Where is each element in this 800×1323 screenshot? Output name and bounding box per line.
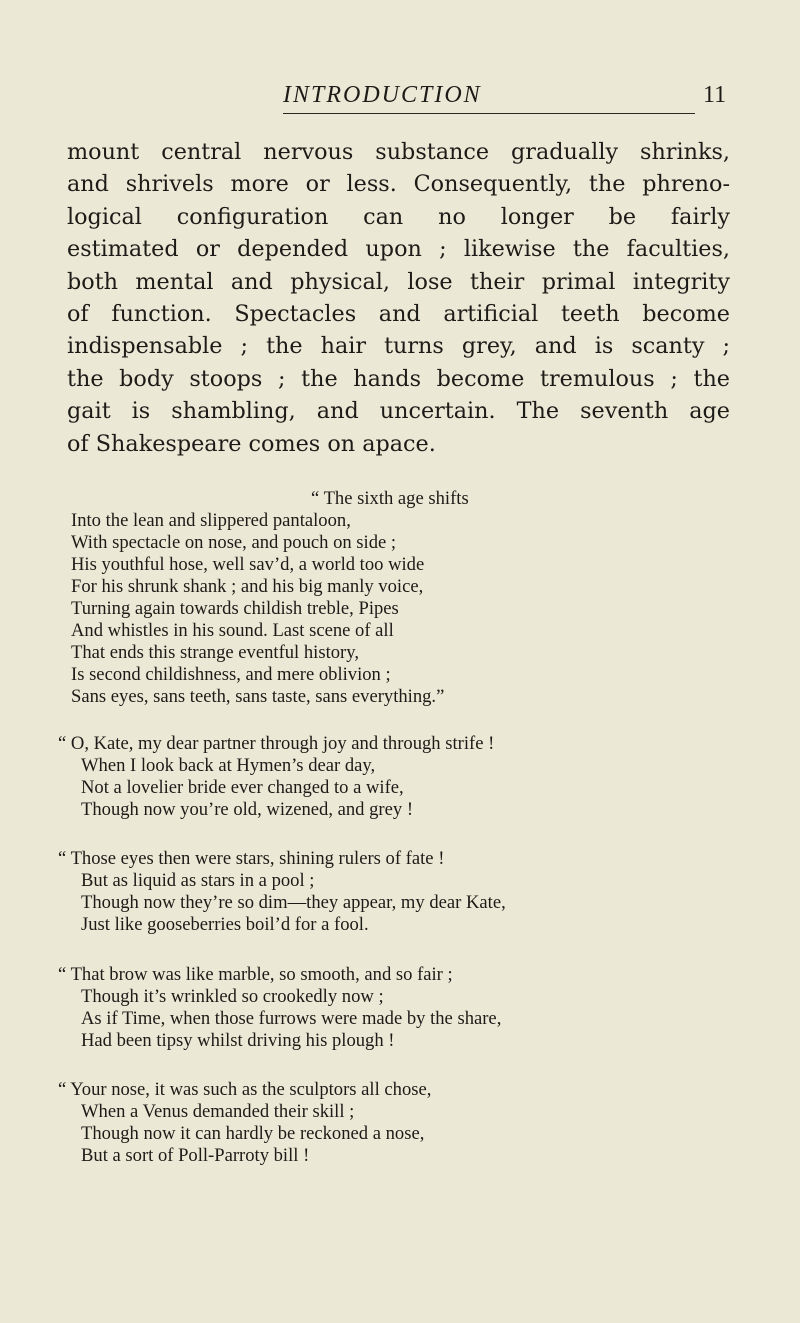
stanza-line: But as liquid as stars in a pool ; (81, 870, 315, 891)
quote-line: For his shrunk shank ; and his big manly voice, (71, 576, 424, 597)
prose-line: mount central nervous substance gradually shrinks, (67, 139, 730, 165)
shakespeare-quote (71, 488, 751, 708)
stanza-line: Had been tipsy whilst driving his plough ! (81, 1030, 395, 1051)
stanza-line: When I look back at Hymen’s dear day, (81, 755, 376, 776)
stanza-line: Not a lovelier bride ever changed to a wife, (81, 777, 404, 798)
quote-line: With spectacle on nose, and pouch on side ; (71, 532, 397, 553)
prose-line: of Shakespeare comes on apace. (67, 430, 436, 457)
poem-stanza (58, 848, 758, 936)
prose-line: estimated or depended upon ; likewise the faculties, (67, 236, 730, 263)
header-rule (283, 113, 695, 114)
stanza-line: “ Your nose, it was such as the sculptors all chose, (58, 1079, 432, 1100)
prose-line: of function. Spectacles and artificial teeth become (67, 300, 730, 327)
stanza-line: As if Time, when those furrows were made by the share, (81, 1008, 502, 1029)
stanza-line: When a Venus demanded their skill ; (81, 1101, 355, 1122)
stanza-line: “ That brow was like marble, so smooth, and so fair ; (58, 964, 453, 985)
prose-line: the body stoops ; the hands become tremulous ; the (67, 365, 730, 392)
prose-paragraph (67, 136, 730, 460)
running-head (0, 76, 800, 116)
poem-stanza (58, 733, 758, 821)
stanza-line: “ Those eyes then were stars, shining rulers of fate ! (58, 848, 445, 869)
stanza-line: Though now it can hardly be reckoned a nose, (81, 1123, 425, 1144)
poem-stanza (58, 964, 758, 1052)
stanza-line: Just like gooseberries boil’d for a fool. (81, 914, 369, 935)
quote-line: And whistles in his sound. Last scene of all (71, 620, 394, 641)
quote-line: His youthful hose, well sav’d, a world too wide (71, 554, 425, 575)
prose-line: and shrivels more or less. Consequently, the phreno- (67, 171, 730, 198)
running-title: INTRODUCTION (283, 82, 482, 108)
quote-line: Turning again towards childish treble, Pipes (71, 598, 399, 619)
quote-line: “ The sixth age shifts (311, 488, 469, 509)
prose-line: logical configuration can no longer be fairly (67, 203, 730, 230)
poem-stanza (58, 1079, 758, 1167)
stanza-line: “ O, Kate, my dear partner through joy and through strife ! (58, 733, 495, 754)
stanza-line: But a sort of Poll-Parroty bill ! (81, 1145, 310, 1166)
stanza-line: Though it’s wrinkled so crookedly now ; (81, 986, 384, 1007)
quote-line: Into the lean and slippered pantaloon, (71, 510, 351, 531)
quote-line: Sans eyes, sans teeth, sans taste, sans everything.” (71, 686, 445, 707)
prose-line: gait is shambling, and uncertain. The seventh age (67, 398, 730, 425)
page-number: 11 (703, 82, 727, 108)
quote-line: That ends this strange eventful history, (71, 642, 359, 663)
stanza-line: Though now you’re old, wizened, and grey ! (81, 799, 414, 820)
prose-line: indispensable ; the hair turns grey, and is scanty ; (67, 333, 730, 360)
prose-line: both mental and physical, lose their primal integrity (67, 268, 730, 295)
stanza-line: Though now they’re so dim—they appear, my dear Kate, (81, 892, 506, 913)
quote-line: Is second childishness, and mere oblivion ; (71, 664, 391, 685)
